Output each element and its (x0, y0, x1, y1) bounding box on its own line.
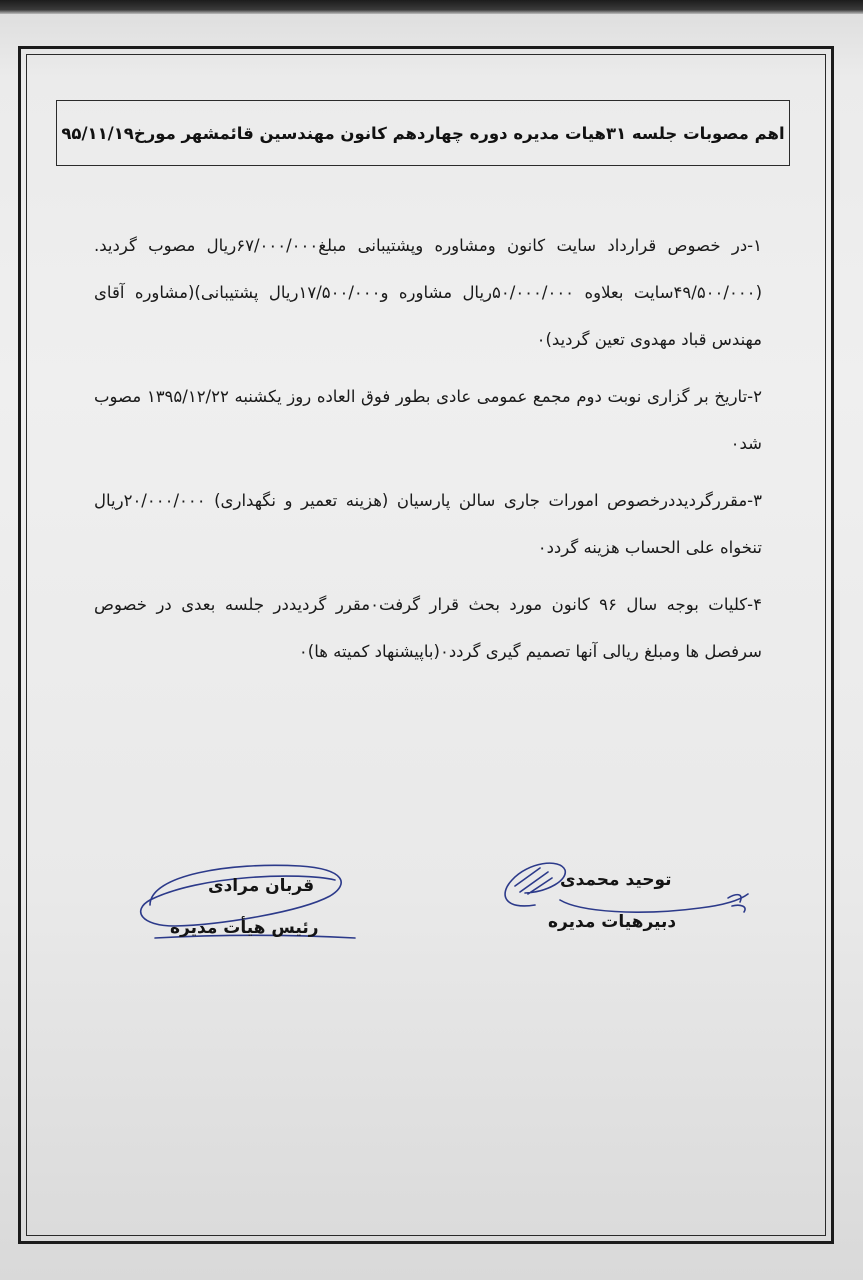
item-2: ۲-تاریخ بر گزاری نوبت دوم مجمع عمومی عادی بطور فوق العاده روز یکشنبه ۱۳۹۵/۱۲/۲۲ مصوب شد۰ (94, 387, 762, 453)
item-1: ۱-در خصوص قرارداد سایت کانون ومشاوره وپشتیبانی مبلغ۶۷/۰۰۰/۰۰۰ریال مصوب گردید.(۴۹/۵۰۰/۰۰۰سایت بعلاوه ۵۰/۰۰۰/۰۰۰ریال مشاوره و۱۷/۵۰۰/۰۰۰ریال پشتیبانی)(مشاوره آقای مهندس قباد مهدوی تعین گردید)۰ (94, 236, 762, 349)
document-body (94, 222, 762, 685)
left-signatory-name: قربان مرادی (208, 876, 315, 896)
item-4: ۴-کلیات بوجه سال ۹۶ کانون مورد بحث قرار گرفت۰مقرر گردیددر جلسه بعدی در خصوص سرفصل ها ومبلغ ریالی آنها تصمیم گیری گردد۰(باپیشنهاد کمیته ها)۰ (94, 595, 762, 661)
right-signatory-role: دبیرهیات مدیره (548, 912, 677, 932)
document-title: اهم مصوبات جلسه ۳۱هیات مدیره دوره چهاردهم کانون مهندسین قائمشهر مورخ۹۵/۱۱/۱۹ (61, 123, 785, 143)
left-signatory-role: رئیس هیأت مدیره (170, 918, 319, 938)
photo-top-edge (0, 0, 863, 14)
item-3: ۳-مقررگردیددرخصوص امورات جاری سالن پارسیان (هزینه تعمیر و نگهداری) ۲۰/۰۰۰/۰۰۰ریال تنخواه علی الحساب هزینه گردد۰ (94, 491, 762, 557)
right-signatory-name: توحید محمدی (560, 870, 672, 890)
title-box (56, 100, 790, 166)
